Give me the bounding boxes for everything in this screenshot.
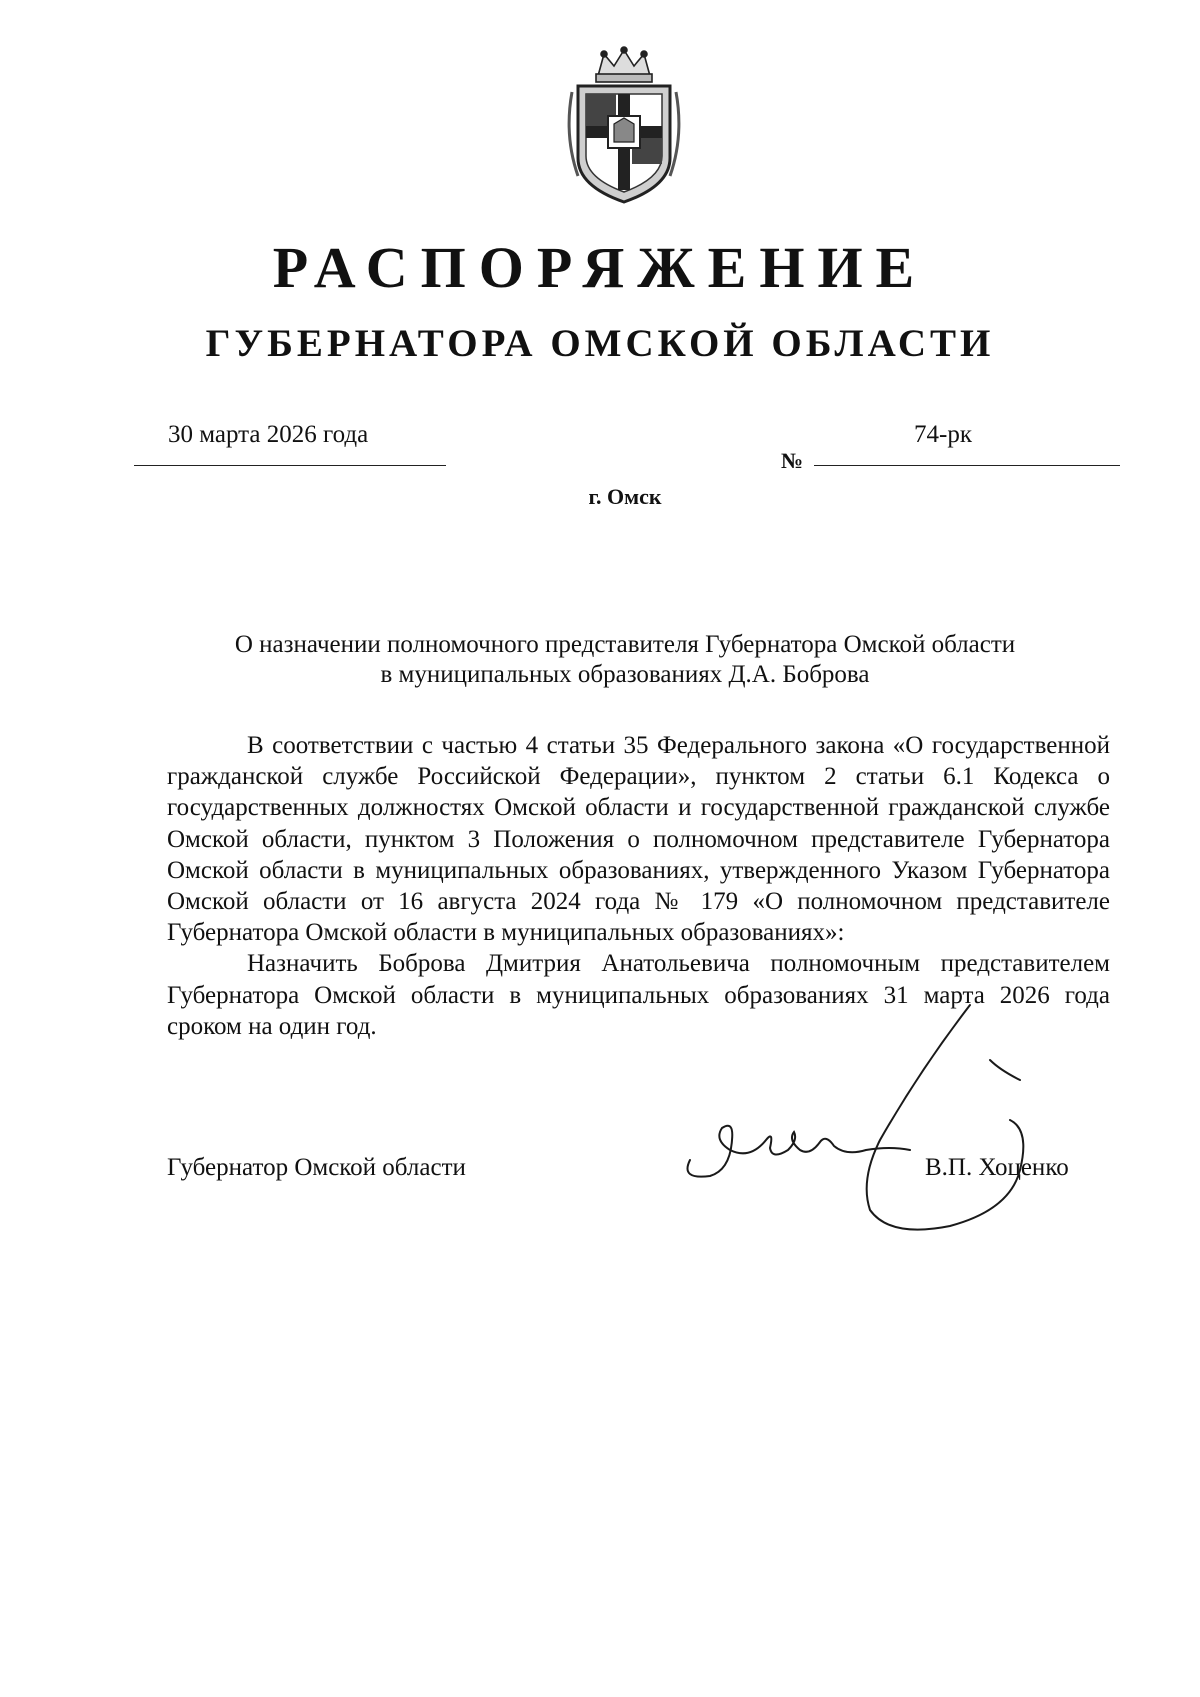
document-heading [140,630,1110,690]
document-date: 30 марта 2026 года [168,421,369,448]
signature-icon [670,1000,1050,1240]
document-city: г. Омск [588,484,662,509]
paragraph-legal-basis: В соответствии с частью 4 статьи 35 Федерального закона «О государственной гражданской службе Российской Федерации», пунктом 2 статьи 6.1 Кодекса о государственных должностях Омской области и государственной гражданской службе Омской области, пунктом 3 Положения о полномочном представителе Губернатора Омской области в муниципальных образованиях, утвержденного Указом Губернатора Омской области от 16 августа 2024 года № 179 «О полномочном представителе Губернатора Омской области в муниципальных образованиях»: [167,732,1110,947]
coat-of-arms-icon [558,46,690,206]
signatory-position: Губернатор Омской области [167,1154,466,1181]
heading-line: О назначении полномочного представителя Губернатора Омской области [234,631,1016,658]
number-underline [814,465,1120,466]
heading-line: в муниципальных образованиях Д.А. Боброва [380,661,870,688]
document-body [167,730,1110,1042]
document-title: РАСПОРЯЖЕНИЕ [272,235,928,300]
signatory-name: В.П. Хоценко [925,1154,1069,1181]
document-subtitle: ГУБЕРНАТОРА ОМСКОЙ ОБЛАСТИ [205,322,995,365]
paragraph-decision: Назначить Боброва Дмитрия Анатольевича полномочным представителем Губернатора Омской области в муниципальных образованиях 31 марта 2026 года сроком на один год. [167,950,1110,1040]
document-number: 74-рк [914,421,972,448]
number-label: № [781,448,804,473]
date-underline [134,465,446,466]
